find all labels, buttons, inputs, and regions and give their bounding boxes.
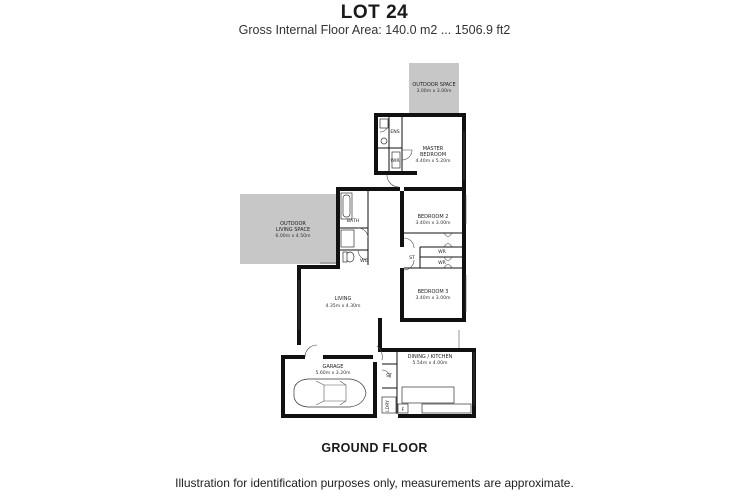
ens-label: ENS bbox=[390, 130, 400, 135]
outdoor-living-name-2: LIVING SPACE bbox=[275, 227, 311, 233]
bedroom2-name: BEDROOM 2 bbox=[417, 214, 449, 220]
outdoor-living-dims: 6.00m x 4.50m bbox=[275, 234, 311, 239]
master-bedroom-name-2: BEDROOM bbox=[419, 152, 447, 158]
living-name: LIVING bbox=[334, 296, 352, 302]
bedroom3-dims: 3.40m x 3.00m bbox=[415, 296, 451, 301]
dining-kitchen-dims: 5.54m x 4.00m bbox=[412, 361, 448, 366]
floor-label: GROUND FLOOR bbox=[321, 441, 428, 455]
garage-name: GARAGE bbox=[322, 364, 344, 370]
bedroom2-dims: 3.40m x 3.00m bbox=[415, 221, 451, 226]
wir-master-label: WIR bbox=[390, 159, 400, 164]
disclaimer: Illustration for identification purposes only, measurements are approximate. bbox=[175, 476, 574, 490]
outdoor-living-name-1: OUTDOOR bbox=[280, 221, 306, 227]
dining-kitchen-name: DINING / KITCHEN bbox=[407, 354, 453, 360]
master-bedroom-dims: 4.40m x 5.20m bbox=[415, 159, 451, 164]
car-icon bbox=[294, 379, 366, 407]
garage-dims: 5.60m x 3.20m bbox=[315, 371, 351, 376]
st-hall-label: ST bbox=[409, 256, 415, 261]
wc-label: WC bbox=[360, 259, 368, 264]
master-bedroom-name-1: MASTER bbox=[422, 146, 444, 152]
living-dims: 4.35m x 4.30m bbox=[325, 304, 361, 309]
fridge-label: F bbox=[401, 408, 405, 413]
outdoor-space-name: OUTDOOR SPACE bbox=[412, 82, 456, 88]
st-kitchen-label: ST bbox=[386, 374, 392, 379]
plan-title: LOT 24 bbox=[340, 2, 409, 23]
laundry-label: LDRY bbox=[386, 400, 391, 412]
bedroom3-name: BEDROOM 3 bbox=[417, 289, 449, 295]
bath-label: BATH bbox=[346, 219, 360, 224]
floor-area-subtitle: Gross Internal Floor Area: 140.0 m2 ... 1506.9 ft2 bbox=[238, 23, 511, 37]
wr-upper-label: WR bbox=[438, 250, 446, 255]
outdoor-space-dims: 3.00m x 3.00m bbox=[416, 89, 452, 94]
wr-lower-label: WR bbox=[438, 261, 446, 266]
